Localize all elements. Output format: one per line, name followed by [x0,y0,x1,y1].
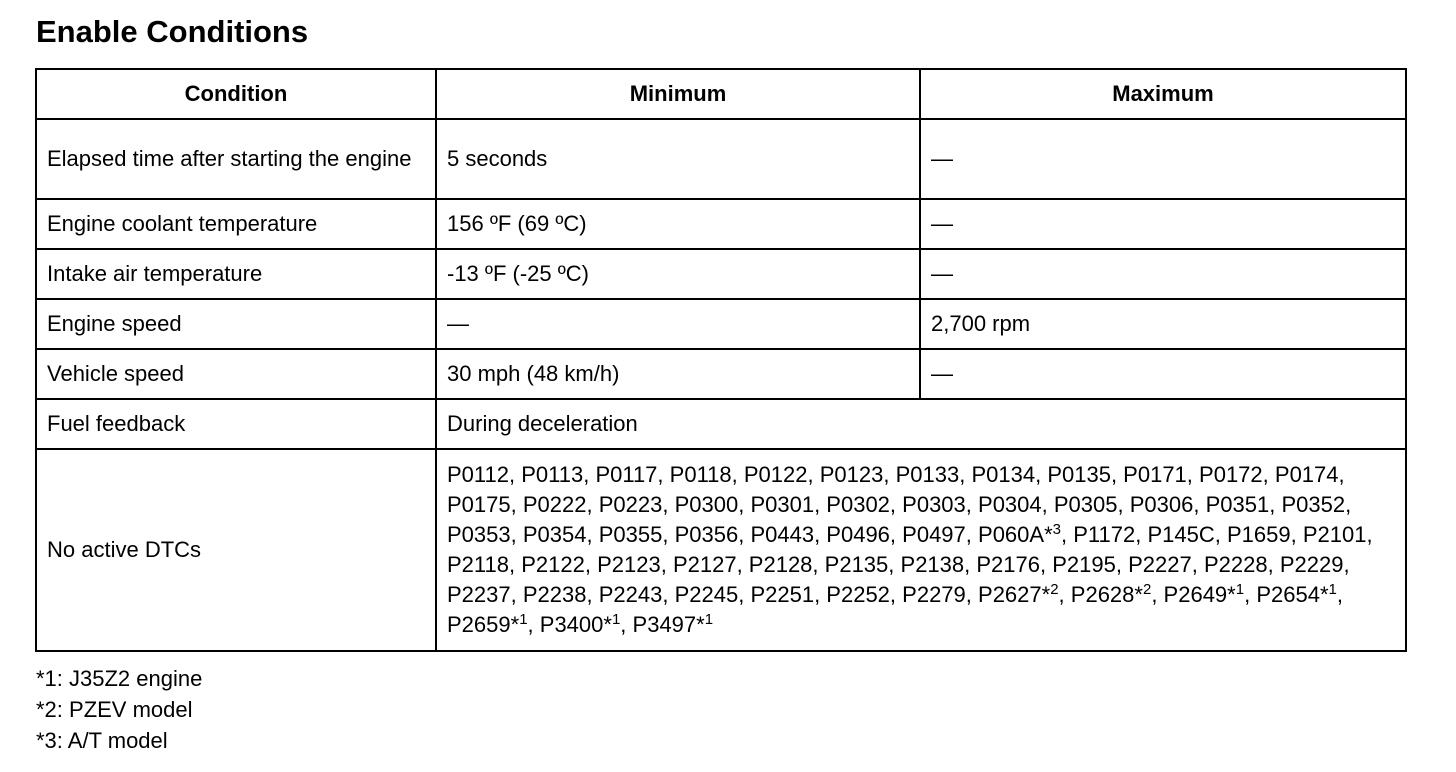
dtc-code [750,492,814,517]
row-condition: Elapsed time after starting the engine [36,119,436,199]
dtc-code [1303,522,1367,547]
table-row-dtcs [36,449,1406,651]
dtc-code [1052,552,1116,577]
dtc-code-text: P0305 [1053,492,1118,517]
row-minimum: 30 mph (48 km/h) [436,349,920,399]
dtc-code-text: P2228 [1203,552,1268,577]
dtc-code [750,582,814,607]
page-title: Enable Conditions [36,14,309,49]
dtc-code [633,612,714,637]
dtc-code [902,522,966,547]
dtc-code [675,492,739,517]
dtc-code-text: P0353 [447,522,511,547]
dtc-note-marker: 1 [1328,581,1337,598]
dtc-code-text: P1172 [1073,522,1136,547]
dtc-code-text: P2627 [978,582,1042,607]
dtc-code-text: P2628 [1070,582,1135,607]
dtc-code-text: P2128 [748,552,813,577]
dtc-code [896,462,960,487]
header-condition: Condition [36,69,436,119]
dtc-code [744,462,808,487]
dtc-code [675,522,739,547]
dtc-code-text: P0118 [669,462,732,487]
dtc-code-text: P3400 [539,612,604,637]
footnotes [36,663,202,756]
dtc-code [597,552,661,577]
dtc-code-text: P2245 [674,582,739,607]
dtc-code [521,462,583,487]
dtc-note-marker: 1 [1235,581,1245,598]
dtc-code [1199,462,1263,487]
row-minimum: 5 seconds [436,119,920,199]
dtc-code-text: P0496 [826,522,890,547]
dtc-code [1128,552,1192,577]
dtc-note-star: * [1319,582,1329,607]
row-condition: Intake air temperature [36,249,436,299]
dtc-code-text: P0223 [598,492,663,517]
dtc-code-text: P060A [978,522,1045,547]
table-row [36,119,1406,199]
dtc-code [1147,522,1214,547]
dtc-code [1281,492,1345,517]
dtc-code-text: P2243 [598,582,663,607]
footnote-3: *3: A/T model [36,728,168,753]
footnote-2: *2: PZEV model [36,697,193,722]
row-maximum: — [920,349,1406,399]
table-row [36,299,1406,349]
dtc-code-text: P0112 [447,462,509,487]
dtc-code [599,492,663,517]
dtc-code-text: P2176 [976,552,1040,577]
dtc-code [820,462,884,487]
dtc-code-text: P0304 [978,492,1042,517]
row-minimum: 156 ºF (69 ºC) [436,199,920,249]
dtc-code [1275,462,1339,487]
dtc-code [826,492,890,517]
dtc-code [523,522,587,547]
dtc-code [1206,492,1270,517]
table-row [36,349,1406,399]
dtc-code-text: P0171 [1123,462,1187,487]
row-condition: Fuel feedback [36,399,436,449]
header-maximum: Maximum [920,69,1406,119]
dtc-code-text: P2238 [522,582,587,607]
dtc-note-star: * [510,612,520,637]
dtc-code-text: P2101 [1302,522,1367,547]
dtc-code-text: P2252 [826,582,890,607]
dtc-code-text: P0301 [750,492,815,517]
row-condition: Engine speed [36,299,436,349]
dtc-code [826,582,890,607]
dtc-code [749,552,813,577]
dtc-code [447,522,511,547]
dtc-code [521,552,585,577]
dtc-code [447,492,511,517]
dtc-code [599,522,663,547]
dtc-code [901,552,965,577]
table-row-fuel-feedback [36,399,1406,449]
dtc-code [599,582,663,607]
dtc-code [1071,582,1152,607]
dtc-code-text: P0354 [522,522,587,547]
dtc-code-text: P0351 [1205,492,1270,517]
dtc-code-text: P0135 [1047,462,1111,487]
dtc-code-text: P0222 [522,492,587,517]
dtc-code-text: P2195 [1052,552,1116,577]
dtc-note-star: * [1041,582,1051,607]
dtc-code-text: P0122 [743,462,808,487]
enable-conditions-table [35,68,1407,652]
dtc-code-text: P0123 [819,462,884,487]
dtc-code [447,612,528,637]
dtc-code-text: P0302 [826,492,890,517]
dtc-code-text: P0355 [598,522,663,547]
dtc-code [978,582,1059,607]
dtc-code [447,582,511,607]
dtc-code-text: P2227 [1128,552,1192,577]
row-maximum: — [920,249,1406,299]
header-minimum: Minimum [436,69,920,119]
dtc-code-text: P2649 [1163,582,1228,607]
dtc-code [826,522,890,547]
dtc-code-text: P0134 [971,462,1036,487]
dtc-code [978,492,1042,517]
dtc-code [670,462,732,487]
footnote-1: *1: J35Z2 engine [36,666,203,691]
dtc-code-text: P2654 [1256,582,1320,607]
dtc-code-text: P2279 [902,582,966,607]
dtc-note-star: * [1044,522,1053,547]
dtc-code-text: P2237 [447,582,511,607]
dtc-code-text: P2138 [900,552,965,577]
dtc-code-text: P0172 [1199,462,1263,487]
row-maximum: 2,700 rpm [920,299,1406,349]
dtc-note-marker: 2 [1050,581,1059,598]
dtc-code-text: P1659 [1226,522,1291,547]
dtc-code [902,582,966,607]
dtc-code [1054,492,1118,517]
dtc-code-text: P2135 [824,552,889,577]
dtc-note-marker: 1 [611,611,621,628]
dtc-code-text: P0352 [1281,492,1346,517]
dtc-code-text: P0356 [674,522,739,547]
dtc-note-star: * [696,612,705,637]
dtc-code-text: P0303 [902,492,966,517]
dtc-note-marker: 3 [1052,521,1061,538]
dtc-code-text: P2122 [521,552,585,577]
dtc-code-text: P0175 [447,492,511,517]
dtc-code-text: P0133 [895,462,960,487]
dtc-code [675,582,739,607]
dtc-code [447,552,509,577]
table-header-row [36,69,1406,119]
dtc-code [1227,522,1291,547]
dtc-code-text: P3497 [632,612,697,637]
dtc-code [540,612,621,637]
dtc-code [1073,522,1135,547]
dtc-code [1204,552,1268,577]
dtc-note-marker: 2 [1142,581,1152,598]
dtc-code [447,462,509,487]
dtc-code [673,552,737,577]
dtc-note-star: * [603,612,612,637]
dtc-code [750,522,814,547]
dtc-code-text: P0113 [521,462,584,487]
dtc-code-text: P2127 [672,552,737,577]
dtc-code-text: P2123 [597,552,661,577]
dtc-note-marker: 1 [704,611,714,628]
dtc-list: P0112, P0113, P0117, P0118, P0122, P0123, P0133, P0134, P0135, P0171, P0172, P0174, P0175, P0222, P0223, P0300, P0301, P0302, P0303, P0304, P0305, P0306, P0351, P0352, P0353, P0354, P0355, P0356, P0443, P0496, P0497, P060A*$^3$, P1172, P145C, P1659, P2101, P2118, P2122, P2123, P2127, P2128, P2135, P2138, P2176, P2195, P2227, P2228, P2229, P2237, P2238, P2243, P2245, P2251, P2252, P2279, P2627*$^2$, P2628*$^2$, P2649*$^1$, P2654*$^1$, P2659*$^1$, P3400*$^1$, P3497*$^1$ [436,449,1406,651]
dtc-code [1123,462,1187,487]
dtc-code-text: P2251 [750,582,815,607]
dtc-code [978,522,1061,547]
dtc-code [1164,582,1245,607]
dtc-code-text: P2229 [1279,552,1344,577]
row-minimum: — [436,299,920,349]
dtc-code [825,552,889,577]
dtc-code-text: P0117 [595,462,658,487]
row-minimum: -13 ºF (-25 ºC) [436,249,920,299]
dtc-code [971,462,1035,487]
row-maximum: — [920,199,1406,249]
dtc-code [976,552,1040,577]
table-row [36,249,1406,299]
dtc-code-text: P0443 [750,522,815,547]
row-condition: Vehicle speed [36,349,436,399]
row-fuel-feedback-value: During deceleration [436,399,1406,449]
dtc-code-text: P2659 [447,612,511,637]
dtc-code [1256,582,1337,607]
dtc-code-text: P0300 [674,492,739,517]
dtc-code-text: P0174 [1274,462,1339,487]
dtc-note-star: * [1227,582,1236,607]
dtc-code [523,492,587,517]
dtc-code [902,492,966,517]
row-maximum: — [920,119,1406,199]
dtc-code [523,582,587,607]
dtc-code [595,462,657,487]
dtc-code-text: P2118 [447,552,509,577]
table-row [36,199,1406,249]
dtc-note-marker: 1 [519,611,528,628]
row-condition: Engine coolant temperature [36,199,436,249]
dtc-code [1130,492,1194,517]
dtc-code [1280,552,1344,577]
dtc-code-text: P145C [1147,522,1215,547]
dtc-code-text: P0497 [902,522,966,547]
dtc-code-text: P0306 [1129,492,1194,517]
dtc-note-star: * [1134,582,1143,607]
dtc-code [1047,462,1111,487]
row-condition: No active DTCs [36,449,436,651]
